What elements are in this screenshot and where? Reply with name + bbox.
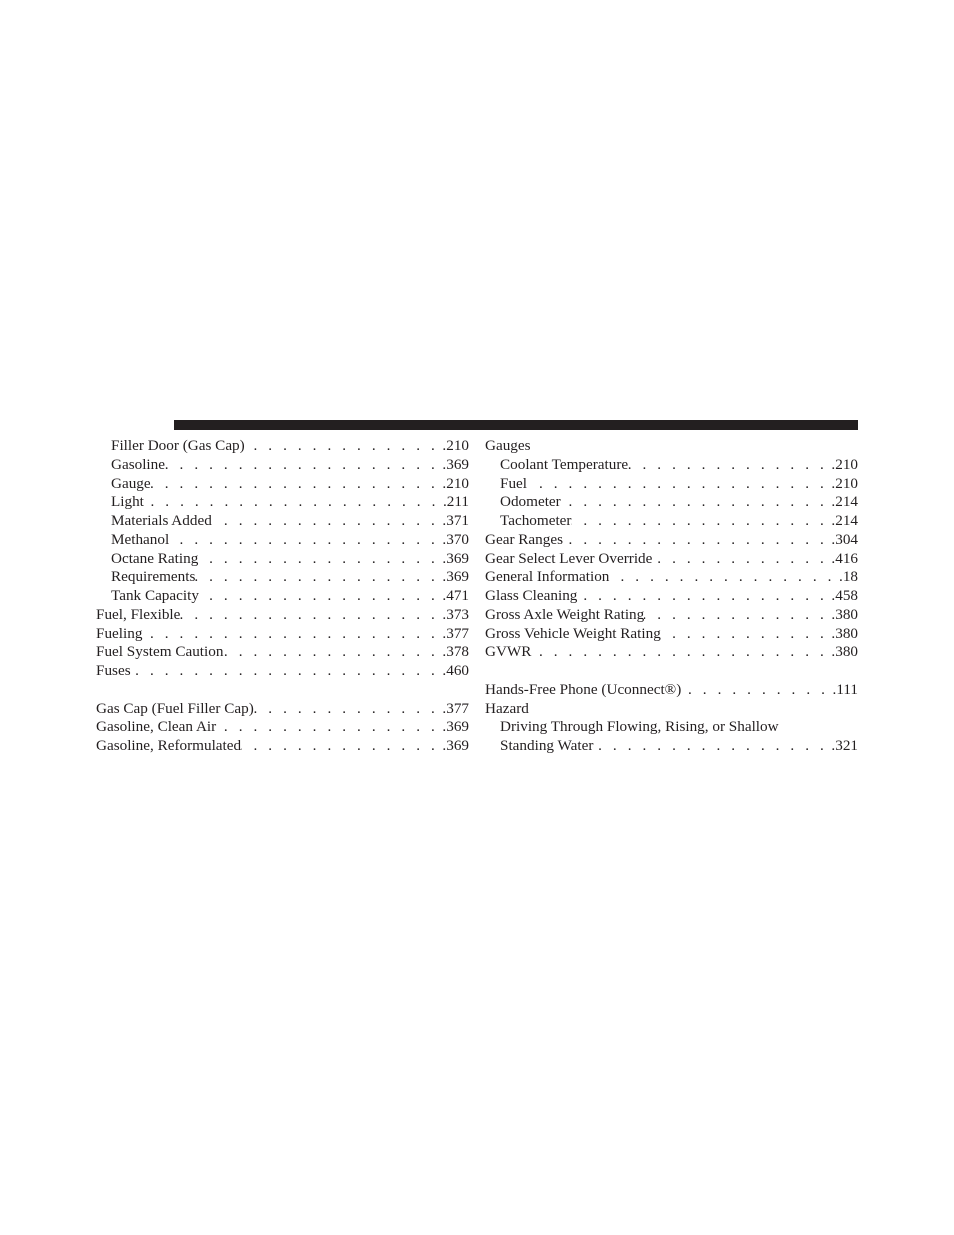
entry-label: Gear Ranges bbox=[485, 530, 564, 548]
entry-page-number: .210 bbox=[831, 455, 858, 473]
dot-leader bbox=[609, 568, 839, 587]
dot-leader bbox=[165, 456, 442, 475]
index-entry bbox=[96, 606, 469, 625]
index-entry bbox=[96, 718, 469, 737]
entry-page-number: .304 bbox=[831, 530, 858, 548]
entry-label: Requirements bbox=[111, 568, 196, 586]
index-entry bbox=[96, 568, 469, 587]
index-entry bbox=[485, 568, 858, 587]
entry-label: General Information bbox=[485, 568, 610, 586]
entry-page-number: .214 bbox=[831, 493, 858, 511]
entry-label: Filler Door (Gas Cap) bbox=[111, 437, 245, 454]
entry-label: Gear Select Lever Override bbox=[485, 549, 653, 567]
index-entry bbox=[485, 737, 858, 756]
index-entry bbox=[485, 531, 858, 550]
dot-leader bbox=[577, 587, 831, 606]
entry-page-number: .416 bbox=[831, 549, 858, 567]
entry-label: Fuel, Flexible bbox=[96, 605, 181, 623]
entry-page-number: .380 bbox=[831, 605, 858, 623]
entry-label: Standing Water bbox=[500, 737, 594, 754]
dot-leader bbox=[661, 625, 832, 644]
entry-page-number: .460 bbox=[442, 662, 469, 679]
entry-label: Gasoline, Reformulated bbox=[96, 737, 242, 754]
entry-label: GVWR bbox=[485, 643, 532, 661]
index-entry bbox=[96, 531, 469, 550]
dot-leader bbox=[144, 493, 443, 512]
index-entry bbox=[96, 700, 469, 719]
dot-leader bbox=[169, 531, 442, 550]
index-entry bbox=[485, 550, 858, 569]
dot-leader bbox=[223, 643, 442, 662]
entry-label: Fueling bbox=[96, 624, 143, 642]
entry-page-number: .377 bbox=[442, 699, 469, 717]
index-entry bbox=[485, 493, 858, 512]
index-entry bbox=[485, 681, 858, 700]
entry-label: Gross Vehicle Weight Rating bbox=[485, 624, 661, 642]
entry-page-number: .210 bbox=[831, 474, 858, 492]
index-entry bbox=[96, 512, 469, 531]
entry-label: Fuses bbox=[96, 662, 131, 679]
entry-page-number: .111 bbox=[832, 680, 858, 698]
index-entry bbox=[485, 587, 858, 606]
header-rule bbox=[174, 420, 858, 430]
index-entry bbox=[96, 550, 469, 569]
index-column-right bbox=[485, 437, 858, 756]
entry-page-number: .371 bbox=[442, 512, 469, 529]
entry-page-number: .211 bbox=[442, 493, 469, 511]
entry-label: Light bbox=[111, 493, 144, 511]
entry-label: Materials Added bbox=[111, 512, 212, 529]
dot-leader bbox=[628, 456, 831, 475]
dot-leader bbox=[241, 737, 442, 756]
dot-leader bbox=[216, 718, 442, 737]
dot-leader bbox=[571, 512, 831, 531]
entry-label: Gas Cap (Fuel Filler Cap) bbox=[96, 699, 254, 717]
entry-page-number: .369 bbox=[442, 549, 469, 567]
entry-page-number: .380 bbox=[831, 624, 858, 642]
index-entry bbox=[96, 587, 469, 606]
dot-leader bbox=[681, 681, 832, 700]
entry-page-number: .210 bbox=[442, 437, 469, 454]
dot-leader bbox=[561, 493, 832, 512]
dot-leader bbox=[245, 437, 443, 456]
index-entry bbox=[96, 737, 469, 756]
entry-label: Glass Cleaning bbox=[485, 587, 578, 604]
entry-gap bbox=[96, 681, 469, 700]
entry-label: Driving Through Flowing, Rising, or Shallow bbox=[500, 718, 779, 736]
index-entry bbox=[96, 475, 469, 494]
entry-label: Gasoline, Clean Air bbox=[96, 718, 217, 736]
entry-page-number: .321 bbox=[831, 737, 858, 754]
entry-page-number: .369 bbox=[442, 737, 469, 754]
entry-label: Gasoline bbox=[111, 455, 165, 473]
dot-leader bbox=[531, 643, 831, 662]
entry-page-number: .458 bbox=[831, 587, 858, 604]
entry-page-number: .18 bbox=[839, 568, 858, 586]
entry-label: Octane Rating bbox=[111, 549, 199, 567]
entry-page-number: .214 bbox=[831, 512, 858, 529]
dot-leader bbox=[212, 512, 443, 531]
entry-label: Fuel System Caution bbox=[96, 643, 224, 661]
index-entry bbox=[96, 493, 469, 512]
dot-leader bbox=[652, 550, 831, 569]
index-entry bbox=[485, 700, 858, 719]
index-entry bbox=[485, 625, 858, 644]
index-entry bbox=[96, 625, 469, 644]
dot-leader bbox=[593, 737, 831, 756]
index-entry bbox=[485, 456, 858, 475]
dot-leader bbox=[195, 568, 442, 587]
entry-label: Gross Axle Weight Rating bbox=[485, 605, 645, 623]
dot-leader bbox=[142, 625, 442, 644]
entry-page-number: .471 bbox=[442, 587, 469, 604]
dot-leader bbox=[563, 531, 831, 550]
entry-page-number: .378 bbox=[442, 643, 469, 661]
dot-leader bbox=[131, 662, 443, 681]
entry-label: Methanol bbox=[111, 530, 170, 548]
dot-leader bbox=[254, 700, 443, 719]
entry-label: Fuel bbox=[500, 474, 528, 492]
entry-page-number: .369 bbox=[442, 718, 469, 736]
dot-leader bbox=[644, 606, 831, 625]
index-entry bbox=[96, 437, 469, 456]
index-column-left bbox=[96, 437, 469, 756]
index-entry bbox=[96, 662, 469, 681]
entry-page-number: .377 bbox=[442, 624, 469, 642]
entry-page-number: .373 bbox=[442, 605, 469, 623]
entry-page-number: .369 bbox=[442, 455, 469, 473]
entry-label: Gauge bbox=[111, 474, 151, 492]
entry-label: Hazard bbox=[485, 699, 529, 717]
dot-leader bbox=[151, 475, 443, 494]
dot-leader bbox=[199, 587, 443, 606]
entry-page-number: .210 bbox=[442, 474, 469, 492]
dot-leader bbox=[198, 550, 442, 569]
entry-gap bbox=[485, 662, 858, 681]
entry-label: Coolant Temperature bbox=[500, 455, 629, 473]
index-entry bbox=[485, 643, 858, 662]
dot-leader bbox=[180, 606, 442, 625]
entry-page-number: .369 bbox=[442, 568, 469, 586]
index-entry bbox=[485, 512, 858, 531]
entry-label: Tank Capacity bbox=[111, 587, 199, 604]
index-entry bbox=[485, 437, 858, 456]
index-entry bbox=[485, 475, 858, 494]
entry-label: Gauges bbox=[485, 437, 531, 454]
index-entry bbox=[485, 606, 858, 625]
entry-label: Tachometer bbox=[500, 512, 572, 529]
index-entry bbox=[96, 643, 469, 662]
entry-label: Hands-Free Phone (Uconnect®) bbox=[485, 680, 682, 698]
entry-page-number: .380 bbox=[831, 643, 858, 661]
index-entry bbox=[485, 718, 858, 737]
dot-leader bbox=[527, 475, 831, 494]
entry-label: Odometer bbox=[500, 493, 561, 511]
index-entry bbox=[96, 456, 469, 475]
entry-page-number: .370 bbox=[442, 530, 469, 548]
